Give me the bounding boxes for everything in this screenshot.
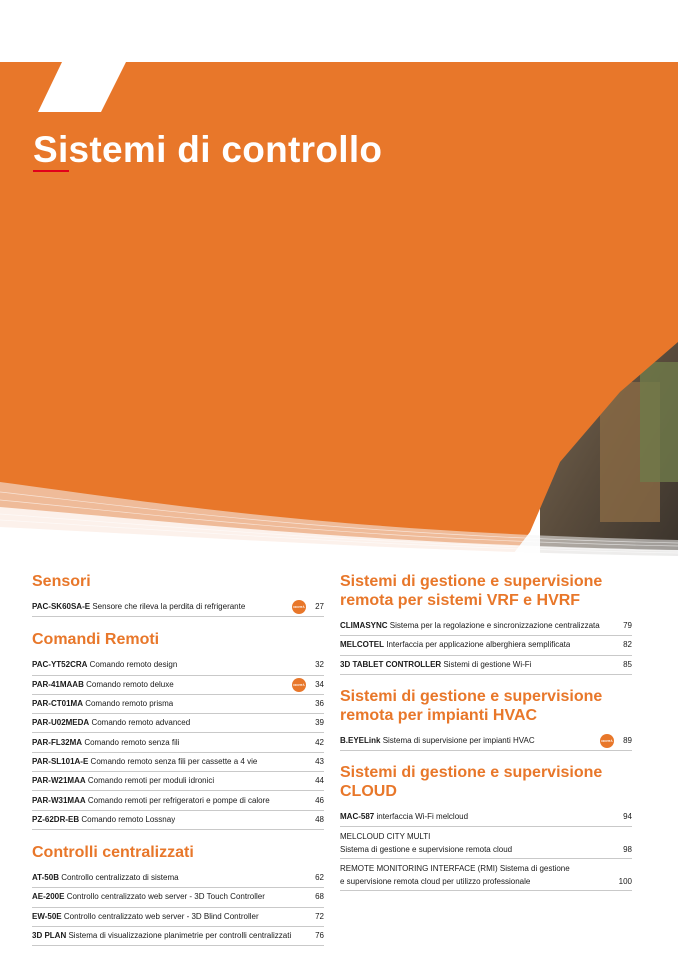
item-desc: Sistema di visualizzazione planimetrie per controlli centralizzati xyxy=(68,931,292,940)
item-page: 85 xyxy=(623,659,632,669)
item-page: 44 xyxy=(315,776,324,786)
item-desc: Comando remoto design xyxy=(89,660,178,670)
item-page: 76 xyxy=(315,931,324,940)
toc-row[interactable] xyxy=(32,714,324,733)
item-desc: Controllo centralizzato web server - 3D Blind Controller xyxy=(63,911,259,921)
item-desc: Comando remoto prisma xyxy=(85,699,174,709)
new-badge-icon: NOVITÀ xyxy=(292,600,306,614)
toc-row[interactable] xyxy=(32,695,324,714)
item-code: PAR-W21MAA xyxy=(32,776,86,786)
item-code: AE-200E xyxy=(32,892,65,902)
section-title-sensori: Sensori xyxy=(32,573,91,590)
item-code: MELCLOUD CITY MULTI xyxy=(340,832,431,842)
item-desc: Controllo centralizzato web server - 3D Touch Controller xyxy=(66,892,265,902)
toc-row[interactable] xyxy=(32,733,324,752)
item-code: PZ-62DR-EB xyxy=(32,814,80,824)
section-title-vrf xyxy=(340,572,632,610)
section-title-hvac xyxy=(340,687,632,725)
item-code: 3D TABLET CONTROLLER xyxy=(340,659,442,669)
toc-row[interactable] xyxy=(32,869,324,888)
toc-row[interactable] xyxy=(32,908,324,927)
item-code: AT-50B xyxy=(32,873,59,883)
item-page: 79 xyxy=(623,621,632,631)
item-code: PAC-YT52CRA xyxy=(32,660,88,670)
item-desc: Comando remoti per moduli idronici xyxy=(87,776,215,786)
item-desc: Sensore che rileva la perdita di refrigerante xyxy=(92,602,246,612)
item-desc: Sistemi di gestione Wi-Fi xyxy=(443,659,532,669)
item-page: 62 xyxy=(315,873,324,883)
toc-row[interactable] xyxy=(32,753,324,772)
item-code: PAR-W31MAA xyxy=(32,795,86,805)
toc-row[interactable] xyxy=(32,772,324,791)
item-code: CLIMASYNC xyxy=(340,621,388,631)
item-desc: Comando remoto advanced xyxy=(91,718,191,728)
item-desc: Sistema di supervisione per impianti HVAC xyxy=(382,736,535,746)
toc-row[interactable] xyxy=(340,859,632,891)
toc-row[interactable] xyxy=(340,617,632,636)
item-desc: Interfaccia per applicazione alberghiera semplificata xyxy=(386,640,571,650)
item-page: 46 xyxy=(315,795,324,805)
section-title-cloud xyxy=(340,763,632,801)
section-title-comandi-remoti: Comandi Remoti xyxy=(32,631,160,649)
item-page: 32 xyxy=(315,660,324,670)
toc-row[interactable] xyxy=(32,791,324,810)
item-page: 98 xyxy=(623,845,632,855)
item-desc: interfaccia Wi-Fi melcloud xyxy=(376,812,469,822)
item-desc: Comando remoto senza fili per cassette a 4 vie xyxy=(90,756,258,766)
item-page: 100 xyxy=(618,877,632,887)
item-desc: Controllo centralizzato di sistema xyxy=(61,873,179,883)
item-code: PAR-FL32MA xyxy=(32,737,83,747)
toc-row[interactable] xyxy=(32,656,324,675)
section-title-line: remota per sistemi VRF e HVRF xyxy=(340,592,581,609)
item-code: B.EYELink xyxy=(340,736,381,746)
toc-row[interactable] xyxy=(340,808,632,827)
toc-row[interactable] xyxy=(340,732,632,751)
item-desc: Sistema di gestione e supervisione remota cloud xyxy=(340,845,513,855)
item-code: MAC-587 xyxy=(340,812,375,822)
item-desc: Sistema di gestione xyxy=(499,864,570,874)
toc-row[interactable] xyxy=(32,888,324,907)
item-page: 34 xyxy=(315,679,324,689)
right-column xyxy=(340,572,632,891)
item-page: 68 xyxy=(315,892,324,902)
toc-row[interactable] xyxy=(32,927,324,946)
section-title-line: remota per impianti HVAC xyxy=(340,706,538,724)
item-page: 94 xyxy=(623,812,632,822)
item-desc: Comando remoto Lossnay xyxy=(81,814,176,824)
left-column xyxy=(32,572,324,946)
section-title-controlli-centralizzati: Controlli centralizzati xyxy=(32,843,194,861)
item-desc: Comando remoti per refrigeratori e pompe di calore xyxy=(87,795,270,805)
item-page: 27 xyxy=(315,602,324,612)
section-title-line: Sistemi di gestione e supervisione xyxy=(340,573,603,590)
item-page: 72 xyxy=(315,911,324,921)
item-desc: Comando remoto senza fili xyxy=(84,737,180,747)
item-page: 48 xyxy=(315,814,324,824)
item-code: PAC-SK60SA-E xyxy=(32,602,91,612)
item-page: 82 xyxy=(623,640,632,650)
item-code: 3D PLAN xyxy=(32,931,67,940)
section-title-line: Sistemi di gestione e supervisione xyxy=(340,687,603,705)
item-code: REMOTE MONITORING INTERFACE (RMI) xyxy=(340,864,498,874)
item-desc: Sistema per la regolazione e sincronizzazione centralizzata xyxy=(389,621,600,631)
item-page: 36 xyxy=(315,699,324,709)
toc-row[interactable] xyxy=(32,811,324,830)
toc-row[interactable] xyxy=(32,598,324,617)
item-page: 39 xyxy=(315,718,324,728)
page-title: Sistemi di controllo xyxy=(33,129,383,170)
item-desc: Comando remoto deluxe xyxy=(86,679,174,689)
toc-row[interactable] xyxy=(340,656,632,675)
item-code: MELCOTEL xyxy=(340,640,384,650)
item-code: EW-50E xyxy=(32,911,62,921)
item-code: PAR-SL101A-E xyxy=(32,756,89,766)
item-page: 89 xyxy=(623,736,632,746)
title-underline xyxy=(33,170,69,172)
section-title-line: CLOUD xyxy=(340,783,397,801)
toc-row[interactable] xyxy=(340,636,632,655)
item-desc: e supervisione remota cloud per utilizzo professionale xyxy=(340,877,531,887)
item-page: 43 xyxy=(315,756,324,766)
toc-row[interactable] xyxy=(340,827,632,859)
item-page: 42 xyxy=(315,737,324,747)
item-code: PAR-41MAAB xyxy=(32,679,84,689)
toc-row[interactable] xyxy=(32,676,324,695)
new-badge-icon: NOVITÀ xyxy=(292,678,306,692)
section-title-line: Sistemi di gestione e supervisione xyxy=(340,764,603,782)
item-code: PAR-U02MEDA xyxy=(32,718,90,728)
new-badge-icon: NOVITÀ xyxy=(600,734,614,748)
item-code: PAR-CT01MA xyxy=(32,699,83,709)
